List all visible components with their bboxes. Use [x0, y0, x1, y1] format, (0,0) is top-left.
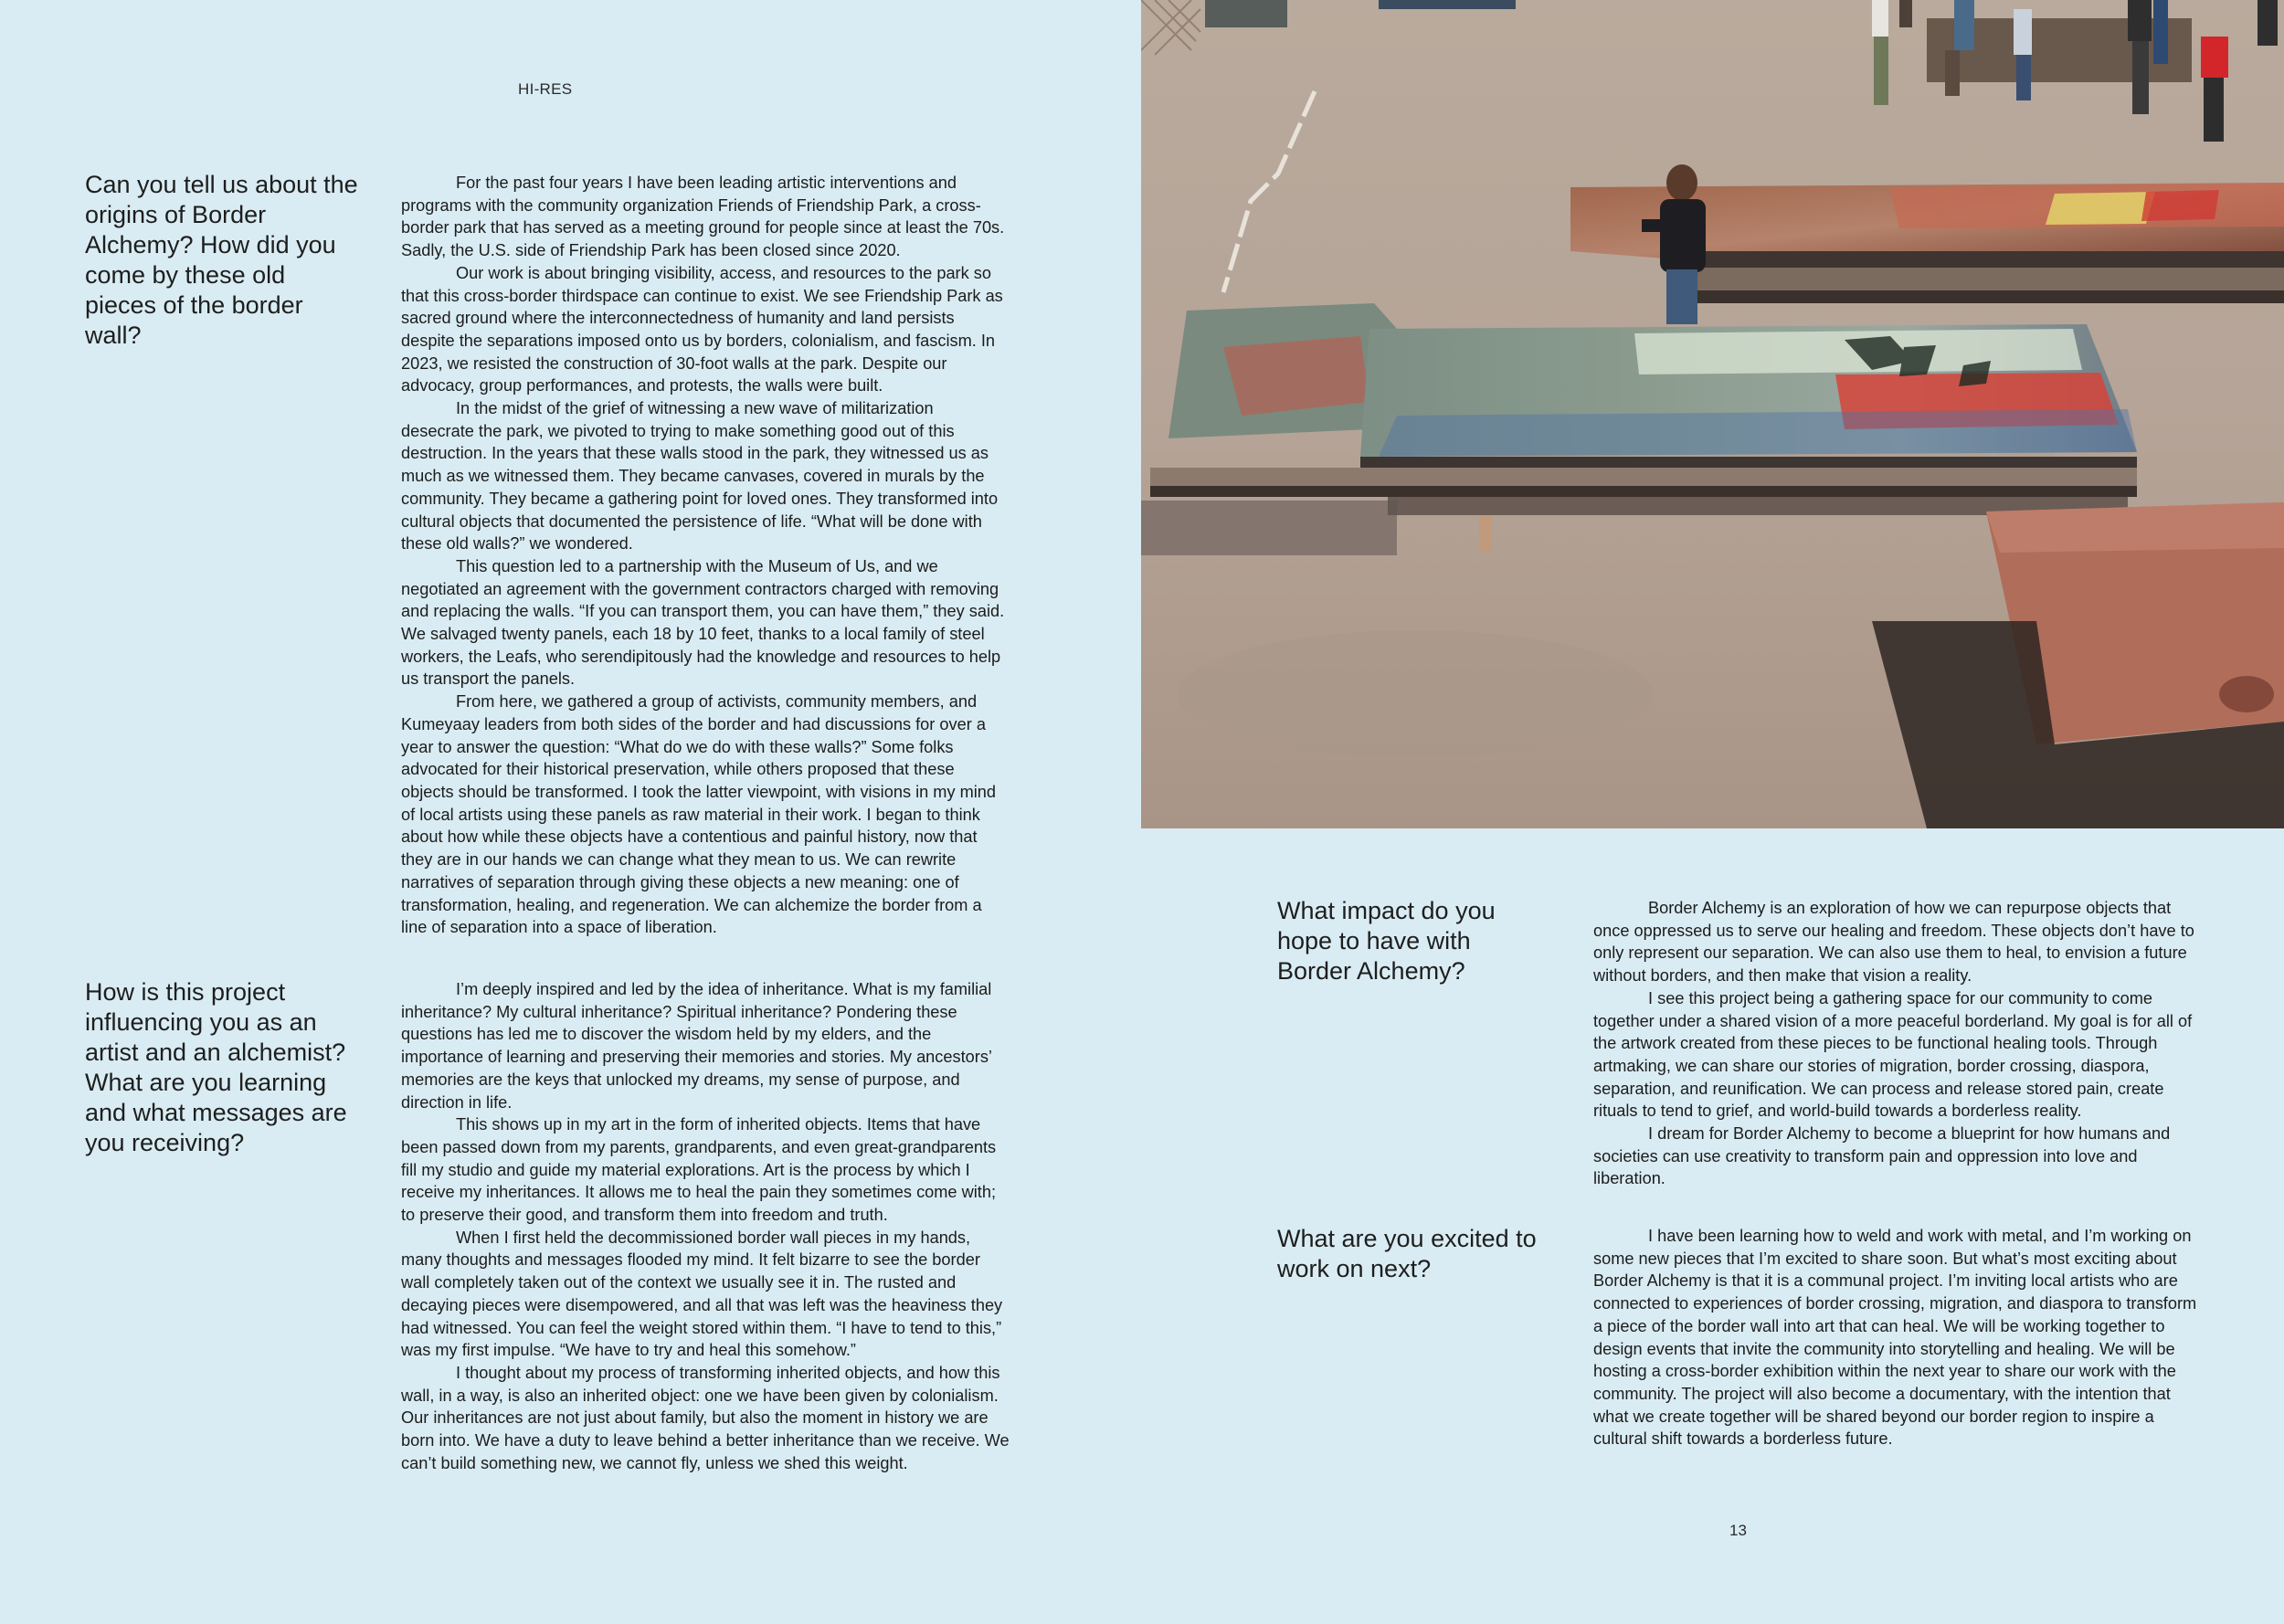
- paragraph: In the midst of the grief of witnessing a new wave of militarization desecrate the park, we pivoted to trying to make something good out of this destruction. In the years that these walls stood in the park, they witnessed us as much as we witnessed them. They became canvases, covered in murals by the community. They became a gathering point for loved ones. They transformed into cultural objects that documented the persistence of life. “What will be done with these old walls?” we wondered.: [401, 399, 999, 554]
- paragraph: When I first held the decommissioned border wall pieces in my hands, many thoughts and messages flooded my mind. It felt bizarre to see the border wall completely taken out of the context we usually see it in. The rusted and decaying pieces were disempowered, and all that was left was the heaviness they had witnessed. You can feel the weight stored within them. “I have to tend to this,” was my first impulse. “We have to try and heal this somehow.”: [401, 1228, 1003, 1360]
- paragraph: I see this project being a gathering space for our community to come together under a shared vision of a more peaceful borderland. My goal is for all of the artwork created from these pieces to be functional healing tools. Through artmaking, we can share our stories of migration, border crossing, diaspora, separation, and reunification. We can process and release stored pain, create rituals to tend to grief, and world-build towards a borderless reality.: [1593, 988, 2193, 1121]
- paragraph: I dream for Border Alchemy to become a blueprint for how humans and societies can use creativity to transform pain and oppression into love and liberation.: [1593, 1124, 2171, 1188]
- answer-origins: [401, 172, 1010, 939]
- question-influence: How is this project influencing you as an artist and an alchemist? What are you learning and what messages are you receiving?: [85, 978, 347, 1156]
- border-wall-panels-photo: [1141, 0, 2284, 828]
- paragraph: I have been learning how to weld and work with metal, and I’m working on some new pieces that I’m excited to share soon. But what’s most exciting about Border Alchemy is that it is a communal project. I’m inviting local artists who are connected to experiences of border crossing, migration, and diaspora to transform a piece of the border wall into art that can heal. We will be working together to design events that invite the community into storytelling and healing. We will be hosting a cross-border exhibition within the next year to share our work with the community. The project will also become a documentary, with the intention that what we create together will be shared beyond our border region to inspire a cultural shift towards a borderless future.: [1593, 1227, 2197, 1449]
- question-origins: Can you tell us about the origins of Border Alchemy? How did you come by these old pieces of the border wall?: [85, 171, 358, 349]
- page-number: 13: [1729, 1522, 1747, 1539]
- paragraph: This shows up in my art in the form of inherited objects. Items that have been passed down from my parents, grandparents, and even great-grandparents fill my studio and guide my material explorations. Art is the process by which I receive my inheritances. It allows me to heal the pain they sometimes come with; to preserve their good, and transform them into freedom and truth.: [401, 1115, 997, 1225]
- paragraph: From here, we gathered a group of activists, community members, and Kumeyaay leaders from both sides of the border and had discussions for over a year to answer the question: “What do we do with these walls?” Some folks advocated for their historical preservation, while others proposed that these objects should be transformed. I took the latter viewpoint, with visions in my mind of local artists using these panels as raw material in their work. I began to think about how while these objects have a contentious and painful history, now that they are in our hands we can change what they mean to us. We can rewrite narratives of separation through giving these objects a new meaning: one of transformation, healing, and regeneration. We can alchemize the border from a line of separation into a space of liberation.: [401, 692, 997, 937]
- question-next: What are you excited to work on next?: [1277, 1225, 1537, 1282]
- paragraph: I thought about my process of transforming inherited objects, and how this wall, in a way, is also an inherited object: one we have been given by colonialism. Our inheritances are not just about family, but also the moment in history we are born into. We have a duty to leave behind a better inheritance than we receive. We can’t build something new, we cannot fly, unless we shed this weight.: [401, 1363, 1010, 1472]
- answer-next: [1593, 1225, 2198, 1450]
- paragraph: Our work is about bringing visibility, access, and resources to the park so that this cross-border thirdspace can continue to exist. We see Friendship Park as sacred ground where the interconnectedness of humanity and land persists despite the separations imposed onto us by borders, colonialism, and fascism. In 2023, we resisted the construction of 30-foot walls at the park. Despite our advocacy, group performances, and protests, the walls were built.: [401, 263, 1003, 395]
- section-label: HI-RES: [518, 80, 573, 98]
- answer-impact: [1593, 897, 2198, 1190]
- answer-influence: [401, 978, 1010, 1474]
- paragraph: This question led to a partnership with the Museum of Us, and we negotiated an agreement with the government contractors charged with removing and replacing the walls. “If you can transport them, you can have them,” they said. We salvaged twenty panels, each 18 by 10 feet, thanks to a local family of steel workers, the Leafs, who serendipitously had the knowledge and resources to help us transport the panels.: [401, 556, 1005, 689]
- paragraph: For the past four years I have been leading artistic interventions and programs with the community organization Friends of Friendship Park, a cross-border park that has served as a meeting ground for people since at least the 70s. Sadly, the U.S. side of Friendship Park has been closed since 2020.: [401, 174, 1005, 260]
- paragraph: I’m deeply inspired and led by the idea of inheritance. What is my familial inheritance? My cultural inheritance? Spiritual inheritance? Pondering these questions has led me to discover the wisdom held by my elders, and the importance of learning and preserving their memories and stories. My ancestors’ memories are the keys that unlocked my dreams, my sense of purpose, and direction in life.: [401, 980, 992, 1112]
- question-impact: What impact do you hope to have with Border Alchemy?: [1277, 897, 1496, 985]
- paragraph: Border Alchemy is an exploration of how we can repurpose objects that once oppressed us to serve our healing and freedom. These objects don’t have to only represent our separation. We can also use them to heal, to envision a future without borders, and then make that vision a reality.: [1593, 899, 2194, 986]
